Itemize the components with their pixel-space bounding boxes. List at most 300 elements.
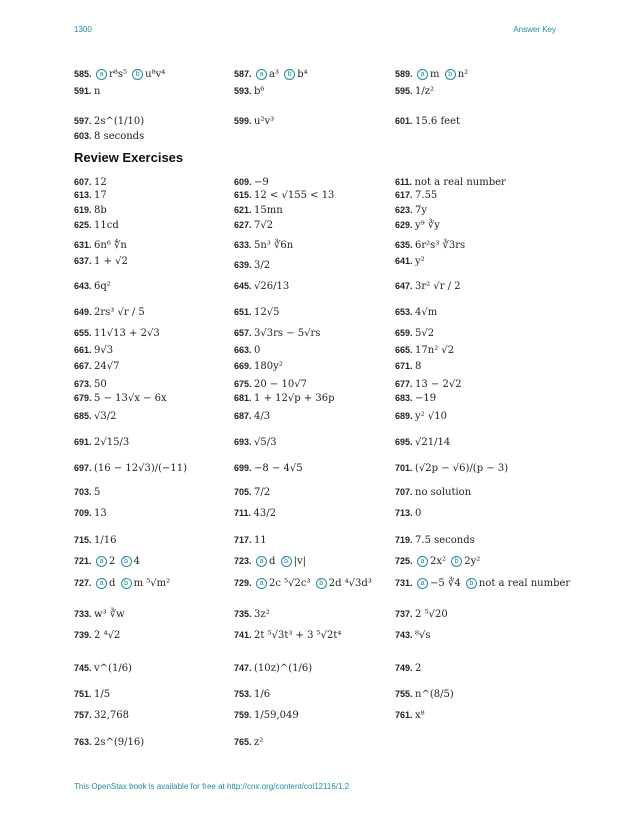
answer-item <box>395 689 454 701</box>
answer-value: 17n² √2 <box>415 345 455 356</box>
answer-item <box>395 379 462 391</box>
answer-item <box>74 463 187 475</box>
answer-item <box>234 240 293 252</box>
answer-number: 761. <box>395 710 416 720</box>
answer-value: −19 <box>415 393 437 404</box>
answer-number: 757. <box>74 710 95 720</box>
answer-number: 643. <box>74 281 95 291</box>
answer-value: 2 <box>109 556 119 567</box>
answer-item <box>74 307 145 319</box>
answer-item <box>395 508 421 520</box>
answer-number: 631. <box>74 240 95 250</box>
part-b-icon: b <box>121 556 132 567</box>
answer-number: 623. <box>395 205 416 215</box>
answer-item <box>234 487 270 499</box>
answer-value: 1/z² <box>415 86 435 97</box>
answer-number: 641. <box>395 256 416 266</box>
answer-item <box>234 116 274 128</box>
answer-item <box>234 190 334 202</box>
answer-number: 753. <box>234 689 255 699</box>
answer-value: 13 <box>94 508 107 519</box>
answer-item <box>234 220 273 232</box>
part-a-icon: a <box>417 69 428 80</box>
footer-note: This OpenStax book is available for free at http://cnx.org/content/col12116/1.2 <box>74 782 350 791</box>
answer-number: 749. <box>395 663 416 673</box>
answer-item <box>74 361 120 373</box>
answer-item <box>234 307 280 319</box>
answer-number: 741. <box>234 630 255 640</box>
answer-item <box>74 220 119 232</box>
answer-item <box>395 609 448 621</box>
answer-value: z² <box>254 737 264 748</box>
answer-number: 593. <box>234 86 255 96</box>
answer-value: 7√2 <box>254 220 274 231</box>
answer-item <box>395 190 437 202</box>
answer-number: 617. <box>395 190 416 200</box>
part-a-icon: a <box>256 556 267 567</box>
answer-item <box>74 328 160 340</box>
answer-value: 17 <box>94 190 107 201</box>
answer-item <box>395 240 465 252</box>
answer-item <box>74 630 120 642</box>
answer-number: 701. <box>395 463 416 473</box>
answer-item <box>395 578 570 590</box>
answer-value: not a real number <box>414 177 506 188</box>
part-a-icon: a <box>256 578 267 589</box>
answer-number: 599. <box>234 116 255 126</box>
answer-number: 745. <box>74 663 95 673</box>
answer-item <box>234 379 307 391</box>
answer-number: 695. <box>395 437 416 447</box>
answer-value: u⁸v⁴ <box>145 69 166 80</box>
answer-item <box>74 393 167 405</box>
answer-value: 3z² <box>254 609 270 620</box>
answer-number: 637. <box>74 256 95 266</box>
answer-value: 12 < √155 < 13 <box>254 190 335 201</box>
answer-item <box>74 737 144 749</box>
answer-number: 713. <box>395 508 416 518</box>
answer-value: ⁸√s <box>415 630 431 641</box>
answer-item <box>74 190 107 202</box>
answer-value: √21/14 <box>415 437 451 448</box>
answer-value: 2s^(1/10) <box>94 116 145 127</box>
answer-value: y² √10 <box>415 411 447 422</box>
answer-value: 2y² <box>464 556 481 567</box>
answer-number: 657. <box>234 328 255 338</box>
answer-value: 5 <box>94 487 101 498</box>
part-b-icon: b <box>121 578 132 589</box>
answer-item <box>234 328 320 340</box>
answer-item <box>234 177 269 189</box>
answer-item <box>395 535 475 547</box>
answer-number: 647. <box>395 281 416 291</box>
answer-value: 0 <box>254 345 261 356</box>
answer-value: (10z)^(1/6) <box>254 663 313 674</box>
answer-value: 20 − 10√7 <box>254 379 307 390</box>
answer-item <box>395 328 434 340</box>
answer-value: 8 seconds <box>94 131 145 142</box>
answer-value: 5n³ ∛6n <box>254 240 294 251</box>
answer-number: 715. <box>74 535 95 545</box>
answer-number: 687. <box>234 411 255 421</box>
answer-item <box>234 630 341 642</box>
answer-item <box>395 411 447 423</box>
answer-number: 683. <box>395 393 416 403</box>
part-a-icon: a <box>417 578 428 589</box>
section-header: Answer Key <box>513 25 556 34</box>
answer-value: 8b <box>94 205 107 216</box>
answer-item <box>395 177 506 189</box>
answer-value: 3/2 <box>254 260 271 271</box>
answer-number: 639. <box>234 260 255 270</box>
answer-value: 13 − 2√2 <box>415 379 462 390</box>
answer-item <box>234 260 270 272</box>
answer-value: 180y² <box>254 361 283 372</box>
answer-item <box>234 345 260 357</box>
answer-item <box>234 508 276 520</box>
answer-value: 5√2 <box>415 328 435 339</box>
answer-item <box>395 116 460 128</box>
answer-value: y² <box>415 256 425 267</box>
answer-value: not a real number <box>478 578 571 589</box>
answer-value: n <box>94 86 101 97</box>
answer-value: 6n⁶ ∜n <box>94 240 127 251</box>
answer-number: 627. <box>234 220 255 230</box>
answer-value: √26/13 <box>254 281 290 292</box>
answer-number: 629. <box>395 220 416 230</box>
answer-value: −9 <box>254 177 269 188</box>
answer-item <box>74 240 127 252</box>
answer-value: x⁸ <box>415 710 425 721</box>
answer-number: 733. <box>74 609 95 619</box>
answer-value: 2rs³ √r / 5 <box>94 307 145 318</box>
answer-item <box>395 630 431 642</box>
answer-item <box>74 411 117 423</box>
answer-number: 663. <box>234 345 255 355</box>
answer-item <box>395 281 461 293</box>
answer-number: 591. <box>74 86 95 96</box>
answer-number: 661. <box>74 345 95 355</box>
answer-number: 613. <box>74 190 95 200</box>
answer-number: 751. <box>74 689 95 699</box>
answer-number: 759. <box>234 710 255 720</box>
answer-number: 645. <box>234 281 255 291</box>
answer-value: 3r² √r / 2 <box>415 281 461 292</box>
answer-number: 727. <box>74 578 95 588</box>
answer-value: 1 + √2 <box>94 256 128 267</box>
part-a-icon: a <box>96 578 107 589</box>
answer-value: 2√15/3 <box>94 437 130 448</box>
answer-number: 707. <box>395 487 416 497</box>
answer-item <box>234 437 277 449</box>
answer-item <box>74 556 140 568</box>
answer-item <box>74 437 129 449</box>
page-number: 1300 <box>74 25 92 34</box>
part-a-icon: a <box>417 556 428 567</box>
answer-value: m ⁵√m² <box>133 578 171 589</box>
answer-value: |v| <box>293 556 307 567</box>
answer-value: 11 <box>254 535 267 546</box>
answer-value: (√2p − √6)/(p − 3) <box>415 463 509 474</box>
answer-number: 673. <box>74 379 95 389</box>
answer-number: 705. <box>234 487 255 497</box>
answer-value: 6r²s³ ∛3rs <box>415 240 466 251</box>
answer-number: 763. <box>74 737 95 747</box>
answer-number: 735. <box>234 609 255 619</box>
answer-number: 651. <box>234 307 255 317</box>
answer-value: 2c ⁵√2c³ <box>269 578 314 589</box>
answer-number: 621. <box>234 205 255 215</box>
answer-item <box>234 86 264 98</box>
answer-value: √5/3 <box>254 437 277 448</box>
answer-number: 669. <box>234 361 255 371</box>
answer-number: 693. <box>234 437 255 447</box>
answer-item <box>395 393 436 405</box>
answer-item <box>395 345 454 357</box>
answer-number: 691. <box>74 437 95 447</box>
answer-value: √3/2 <box>94 411 117 422</box>
answer-number: 615. <box>234 190 255 200</box>
answer-value: 9√3 <box>94 345 114 356</box>
answer-value: 1/16 <box>94 535 117 546</box>
answer-value: n^(8/5) <box>415 689 454 700</box>
answer-value: 2 ⁵√20 <box>415 609 448 620</box>
answer-value: d <box>269 556 279 567</box>
answer-number: 717. <box>234 535 255 545</box>
answer-item <box>395 307 437 319</box>
answer-item <box>395 220 440 232</box>
answer-item <box>74 345 113 357</box>
answer-number: 619. <box>74 205 95 215</box>
answer-value: m <box>430 69 443 80</box>
answer-value: 7.55 <box>415 190 438 201</box>
answer-value: v^(1/6) <box>94 663 132 674</box>
answer-item <box>234 205 283 217</box>
answer-number: 603. <box>74 131 95 141</box>
part-b-icon: b <box>451 556 462 567</box>
answer-item <box>74 710 129 722</box>
part-b-icon: b <box>466 578 477 589</box>
answer-value: 2t ⁵√3t³ + 3 ⁵√2t⁴ <box>254 630 342 641</box>
answer-item <box>234 710 299 722</box>
answer-number: 747. <box>234 663 255 673</box>
answer-number: 655. <box>74 328 95 338</box>
answer-number: 597. <box>74 116 95 126</box>
answer-number: 635. <box>395 240 416 250</box>
answer-value: (16 − 12√3)/(−11) <box>94 463 188 474</box>
answer-item <box>395 463 508 475</box>
answer-value: w³ ∛w <box>94 609 125 620</box>
answer-number: 665. <box>395 345 416 355</box>
part-b-icon: b <box>445 69 456 80</box>
answer-value: 24√7 <box>94 361 120 372</box>
answer-value: 1/5 <box>94 689 111 700</box>
answer-value: 32,768 <box>94 710 130 721</box>
answer-number: 719. <box>395 535 416 545</box>
answer-value: 7.5 seconds <box>415 535 475 546</box>
answer-value: 4√m <box>415 307 438 318</box>
answer-value: 12√5 <box>254 307 280 318</box>
answer-number: 697. <box>74 463 95 473</box>
answer-item <box>74 487 100 499</box>
answer-item <box>234 556 306 568</box>
answer-item <box>395 437 450 449</box>
answer-number: 677. <box>395 379 416 389</box>
answer-number: 611. <box>395 177 415 187</box>
answer-value: 50 <box>94 379 107 390</box>
answer-value: 2d ⁴√3d³ <box>328 578 372 589</box>
answer-item <box>74 205 107 217</box>
answer-item <box>395 205 427 217</box>
answer-item <box>395 487 471 499</box>
answer-item <box>234 361 283 373</box>
answer-value: −8 − 4√5 <box>254 463 303 474</box>
answer-value: 1 + 12√p + 36p <box>254 393 335 404</box>
answer-number: 699. <box>234 463 255 473</box>
answer-value: b⁶ <box>254 86 265 97</box>
answer-item <box>234 578 372 590</box>
answer-item <box>74 256 128 268</box>
answer-item <box>234 737 263 749</box>
answer-value: no solution <box>415 487 472 498</box>
answer-value: 2x² <box>430 556 450 567</box>
answer-item <box>74 116 144 128</box>
answer-value: 4 <box>133 556 140 567</box>
answer-value: −5 ∛4 <box>430 578 464 589</box>
answer-number: 685. <box>74 411 95 421</box>
answer-value: 2 ⁴√2 <box>94 630 121 641</box>
answer-item <box>74 689 110 701</box>
answer-value: 2s^(9/16) <box>94 737 145 748</box>
answer-number: 737. <box>395 609 416 619</box>
answer-item <box>234 393 335 405</box>
answer-value: 5 − 13√x − 6x <box>94 393 167 404</box>
answer-item <box>395 86 434 98</box>
answer-value: a³ <box>269 69 283 80</box>
answer-number: 755. <box>395 689 416 699</box>
answer-value: d <box>109 578 119 589</box>
review-exercises-heading: Review Exercises <box>74 150 184 165</box>
answer-value: 3√3rs − 5√rs <box>254 328 321 339</box>
part-a-icon: a <box>256 69 267 80</box>
answer-item <box>74 177 107 189</box>
answer-value: u²v³ <box>254 116 275 127</box>
answer-value: 1/59,049 <box>254 710 299 721</box>
answer-item <box>234 535 267 547</box>
part-b-icon: b <box>284 69 295 80</box>
answer-number: 731. <box>395 578 416 588</box>
answer-number: 725. <box>395 556 416 566</box>
answer-item <box>395 361 421 373</box>
answer-number: 703. <box>74 487 95 497</box>
answer-number: 625. <box>74 220 95 230</box>
answer-number: 679. <box>74 393 95 403</box>
answer-item <box>234 281 289 293</box>
answer-number: 659. <box>395 328 416 338</box>
answer-number: 711. <box>234 508 254 518</box>
answer-item <box>395 256 425 268</box>
answer-number: 671. <box>395 361 416 371</box>
answer-value: 11cd <box>94 220 119 231</box>
answer-value: 8 <box>415 361 422 372</box>
part-b-icon: b <box>316 578 327 589</box>
answer-value: 15mn <box>254 205 283 216</box>
answer-number: 601. <box>395 116 416 126</box>
answer-number: 653. <box>395 307 416 317</box>
answer-number: 609. <box>234 177 255 187</box>
answer-value: 12 <box>94 177 107 188</box>
answer-value: 2 <box>415 663 422 674</box>
answer-item <box>234 69 308 81</box>
answer-value: 43/2 <box>253 508 276 519</box>
answer-number: 681. <box>234 393 255 403</box>
answer-item <box>74 86 100 98</box>
answer-number: 585. <box>74 69 95 79</box>
answer-number: 689. <box>395 411 416 421</box>
answer-value: b⁴ <box>297 69 308 80</box>
answer-number: 667. <box>74 361 95 371</box>
answer-value: 7/2 <box>254 487 271 498</box>
answer-item <box>74 663 132 675</box>
answer-number: 721. <box>74 556 95 566</box>
answer-item <box>74 535 117 547</box>
answer-value: 7y <box>415 205 428 216</box>
answer-number: 743. <box>395 630 416 640</box>
answer-value: r⁸s⁵ <box>109 69 131 80</box>
answer-value: 1/6 <box>254 689 271 700</box>
answer-value: 6q² <box>94 281 111 292</box>
answer-item <box>74 281 111 293</box>
answer-item <box>395 663 421 675</box>
answer-item <box>395 556 480 568</box>
answer-item <box>234 411 270 423</box>
part-b-icon: b <box>132 69 143 80</box>
answer-number: 587. <box>234 69 255 79</box>
answer-number: 723. <box>234 556 255 566</box>
answer-number: 607. <box>74 177 95 187</box>
answer-item <box>234 463 303 475</box>
answer-item <box>74 609 125 621</box>
answer-item <box>234 663 312 675</box>
answer-item <box>395 710 425 722</box>
answer-item <box>74 578 170 590</box>
answer-item <box>234 609 270 621</box>
answer-value: 15.6 feet <box>415 116 461 127</box>
answer-value: n² <box>457 69 469 80</box>
answer-value: 11√13 + 2√3 <box>94 328 160 339</box>
answer-item <box>74 379 107 391</box>
answer-item <box>74 69 165 81</box>
answer-value: 4/3 <box>254 411 271 422</box>
answer-item <box>74 131 144 143</box>
answer-number: 649. <box>74 307 95 317</box>
answer-value: 0 <box>415 508 422 519</box>
answer-item <box>234 689 270 701</box>
part-a-icon: a <box>96 69 107 80</box>
answer-value: y⁹ ∛y <box>415 220 440 231</box>
part-a-icon: a <box>96 556 107 567</box>
answer-number: 709. <box>74 508 95 518</box>
part-b-icon: b <box>281 556 292 567</box>
answer-number: 675. <box>234 379 255 389</box>
answer-item <box>395 69 468 81</box>
answer-item <box>74 508 107 520</box>
answer-number: 765. <box>234 737 255 747</box>
answer-number: 589. <box>395 69 416 79</box>
answer-number: 633. <box>234 240 255 250</box>
answer-number: 595. <box>395 86 416 96</box>
answer-number: 729. <box>234 578 255 588</box>
